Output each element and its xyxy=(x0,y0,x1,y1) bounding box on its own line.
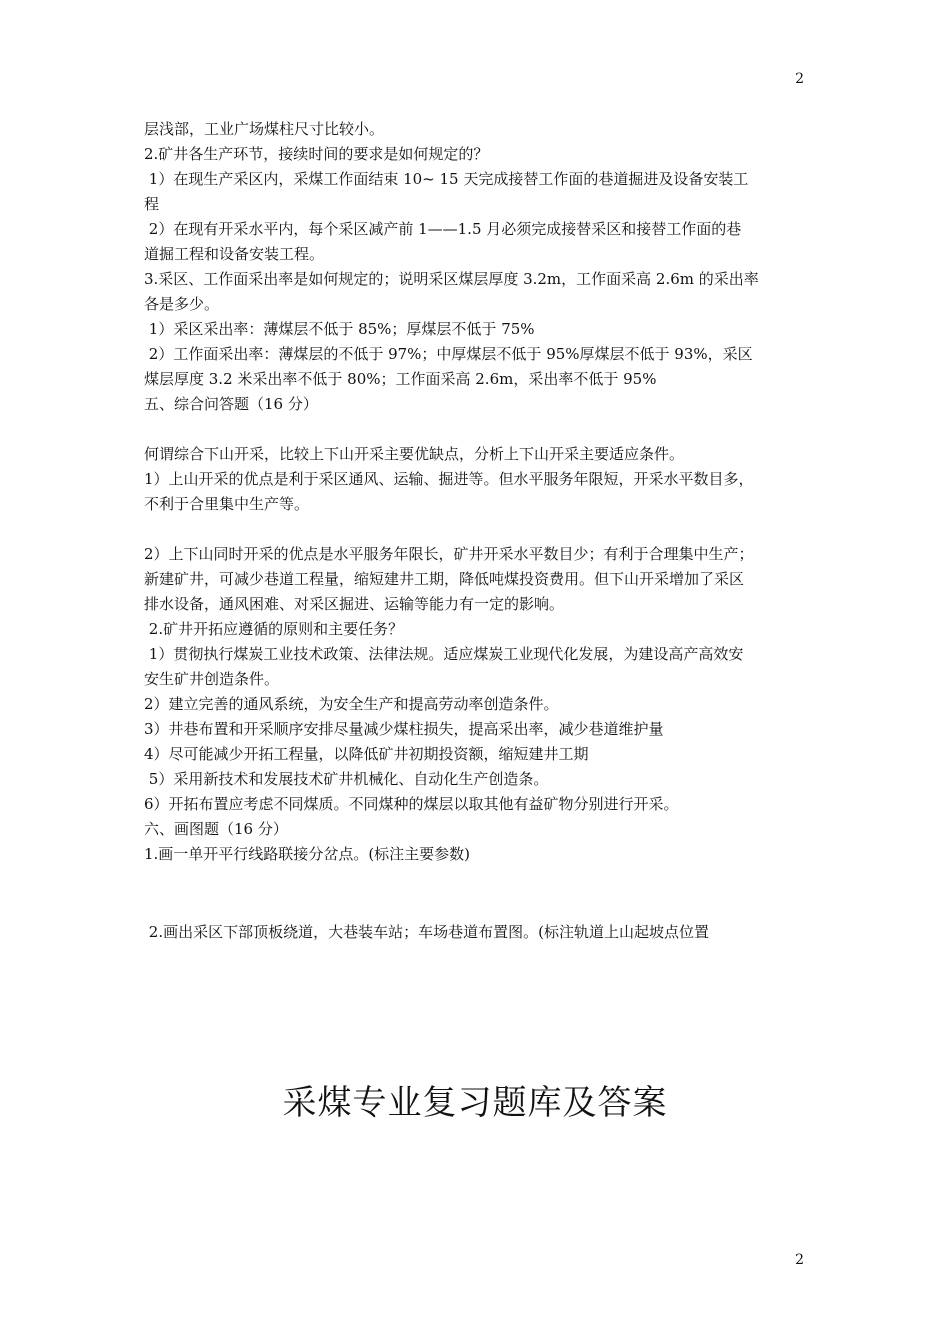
document-title: 采煤专业复习题库及答案 xyxy=(282,1083,668,1123)
section-heading: 六、画图题（16 分） xyxy=(144,820,288,838)
text-line: 1）采区采出率：薄煤层不低于 85%；厚煤层不低于 75% xyxy=(144,320,535,338)
text-line: 层浅部，工业广场煤柱尺寸比较小。 xyxy=(144,120,385,138)
question-heading: 2.画出采区下部顶板绕道，大巷装车站；车场巷道布置图。(标注轨道上山起坡点位置 xyxy=(144,923,709,941)
question-heading: 何谓综合下山开采，比较上下山开采主要优缺点，分析上下山开采主要适应条件。 xyxy=(144,445,685,463)
text-line: 1）在现生产采区内，采煤工作面结束 10~ 15 天完成接替工作面的巷道掘进及设备安装工 xyxy=(144,170,749,188)
question-heading: 1.画一单开平行线路联接分岔点。(标注主要参数) xyxy=(144,845,471,863)
text-line: 不利于合里集中生产等。 xyxy=(144,495,310,513)
text-line: 排水设备，通风困难、对采区掘进、运输等能力有一定的影响。 xyxy=(144,595,565,613)
text-line: 各是多少。 xyxy=(144,295,220,313)
text-line: 1）上山开采的优点是利于采区通风、运输、掘进等。但水平服务年限短，开采水平数目多， xyxy=(144,470,754,488)
page-number-top: 2 xyxy=(795,71,804,87)
text-line: 1）贯彻执行煤炭工业技术政策、法律法规。适应煤炭工业现代化发展，为建设高产高效安 xyxy=(144,645,744,663)
text-line: 2）上下山同时开采的优点是水平服务年限长，矿井开采水平数目少；有利于合理集中生产； xyxy=(144,545,754,563)
text-line: 5）采用新技术和发展技术矿井机械化、自动化生产创造条。 xyxy=(144,770,549,788)
text-line: 程 xyxy=(144,195,160,213)
text-line: 2）工作面采出率：薄煤层的不低于 97%；中厚煤层不低于 95%厚煤层不低于 93%，采区 xyxy=(144,345,753,363)
text-line: 安生矿井创造条件。 xyxy=(144,670,280,688)
blank-line xyxy=(144,517,808,542)
question-heading: 2.矿井开拓应遵循的原则和主要任务？ xyxy=(144,620,404,638)
text-line: 3）井巷布置和开采顺序安排尽量减少煤柱损失，提高采出率，减少巷道维护量 xyxy=(144,720,664,738)
text-line: 道掘工程和设备安装工程。 xyxy=(144,245,325,263)
blank-line xyxy=(144,417,808,442)
text-line: 2）在现有开采水平内，每个采区减产前 1——1.5 月必须完成接替采区和接替工作面的巷 xyxy=(144,220,742,238)
text-line: 新建矿井，可减少巷道工程量，缩短建井工期，降低吨煤投资费用。但下山开采增加了采区 xyxy=(144,570,745,588)
question-heading: 2.矿井各生产环节，接续时间的要求是如何规定的？ xyxy=(144,145,489,163)
text-line: 4）尽可能减少开拓工程量，以降低矿井初期投资额，缩短建井工期 xyxy=(144,745,589,763)
text-line: 6）开拓布置应考虑不同煤质。不同煤种的煤层以取其他有益矿物分别进行开采。 xyxy=(144,795,679,813)
document-body xyxy=(144,117,808,945)
blank-line xyxy=(144,867,808,892)
blank-line xyxy=(144,892,808,917)
text-line: 煤层厚度 3.2 米采出率不低于 80%；工作面采高 2.6m，采出率不低于 95% xyxy=(144,370,657,388)
question-heading: 3.采区、工作面采出率是如何规定的；说明采区煤层厚度 3.2m，工作面采高 2.6m 的采出率 xyxy=(144,270,759,288)
text-line: 2）建立完善的通风系统，为安全生产和提高劳动率创造条件。 xyxy=(144,695,559,713)
section-heading: 五、综合问答题（16 分） xyxy=(144,395,318,413)
page-number-bottom: 2 xyxy=(795,1252,804,1268)
